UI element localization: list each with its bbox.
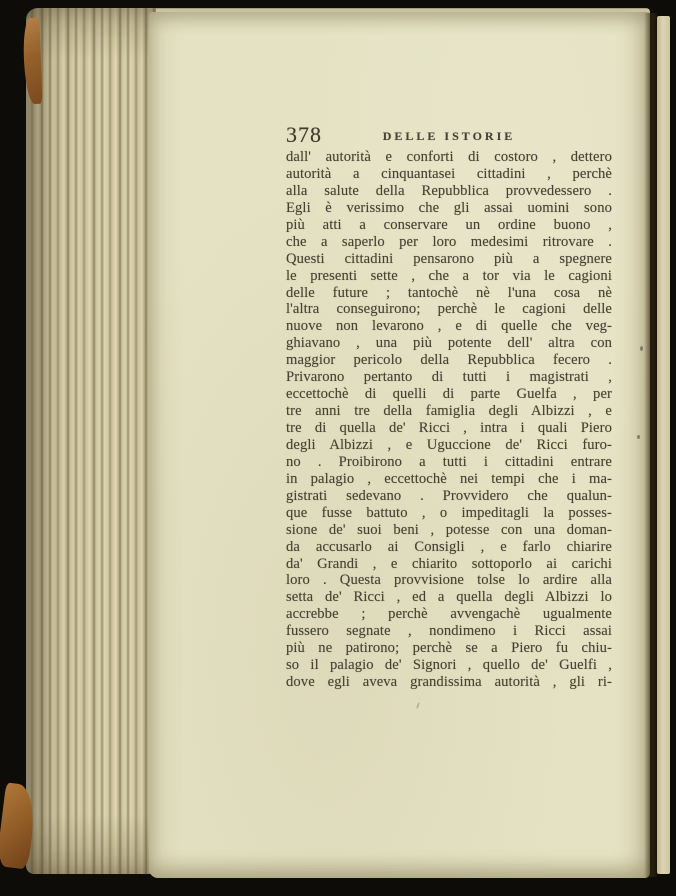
text-line: Privarono pertanto di tutti i magistrati ,	[286, 369, 612, 386]
page-number: 378	[286, 122, 322, 147]
book-page	[149, 12, 650, 878]
text-line: tre anni tre della famiglia degli Albizzi , e	[286, 403, 612, 420]
text-line: Egli è verissimo che gli assai uomini sono	[286, 199, 612, 216]
text-line: maggior pericolo della Repubblica fecero .	[286, 352, 612, 369]
text-line: autorità a cinquantasei cittadini , perchè	[286, 165, 612, 182]
text-line: accrebbe ; perchè avvengachè ugualmente	[286, 606, 612, 623]
text-line: no . Proibirono a tutti i cittadini entrare	[286, 453, 612, 470]
text-line: alla salute della Repubblica provvedessero .	[286, 182, 612, 199]
text-line: delle future ; tantochè nè l'una cosa nè	[286, 284, 612, 301]
text-line: fussero segnate , nondimeno i Ricci assai	[286, 623, 612, 640]
page-header	[286, 116, 612, 146]
text-line: loro . Questa provvisione tolse lo ardire alla	[286, 572, 612, 589]
text-line: so il palagio de' Signori , quello de' Guelfi ,	[286, 657, 612, 674]
text-line: ghiavano , una più potente dell' altra con	[286, 335, 612, 352]
text-line: que fusse battuto , o impeditagli la posses-	[286, 504, 612, 521]
text-line: gistrati sedevano . Provvidero che qualun-	[286, 487, 612, 504]
foxing-speck	[640, 346, 643, 351]
text-line: tre di quella de' Ricci , intra i quali Piero	[286, 420, 612, 436]
text-line: dove egli aveva grandissima autorità , gli ri-	[286, 674, 612, 691]
text-line: setta de' Ricci , ed a quella degli Albizzi lo	[286, 589, 612, 606]
text-line: più atti a conservare un ordine buono ,	[286, 216, 612, 233]
text-line: Questi cittadini pensarono più a spegnere	[286, 250, 612, 267]
text-line: sione de' suoi beni , potesse con una doman-	[286, 521, 612, 538]
text-line: le presenti sette , che a tor via le cagioni	[286, 267, 612, 284]
foxing-speck	[416, 702, 420, 709]
text-line: l'altra conseguirono; perchè le cagioni delle	[286, 301, 612, 318]
text-line: dall' autorità e conforti di costoro , dettero	[286, 149, 612, 165]
text-line: in palagio , eccettochè nei tempi che i ma-	[286, 470, 612, 487]
text-line: da' Grandi , e chiarito sottoporlo ai carichi	[286, 555, 612, 572]
text-line: eccettochè di quelli di parte Guelfa , per	[286, 386, 612, 403]
book-page-edges	[26, 8, 156, 874]
running-header: DELLE ISTORIE	[382, 129, 516, 143]
body-text	[286, 149, 612, 691]
next-page-sliver	[657, 16, 670, 874]
text-line: da accusarlo ai Consigli , e farlo chiarire	[286, 538, 612, 555]
text-line: nuove non levarono , e di quelle che veg-	[286, 318, 612, 335]
foxing-speck	[637, 435, 640, 439]
text-line: che a saperlo per loro medesimi ritrovare .	[286, 233, 612, 250]
text-line: degli Albizzi , e Uguccione de' Ricci furo-	[286, 436, 612, 453]
page-gutter-crease	[644, 13, 657, 877]
text-line: più ne patirono; perchè se a Piero fu chiu-	[286, 640, 612, 657]
printed-content	[286, 116, 612, 691]
